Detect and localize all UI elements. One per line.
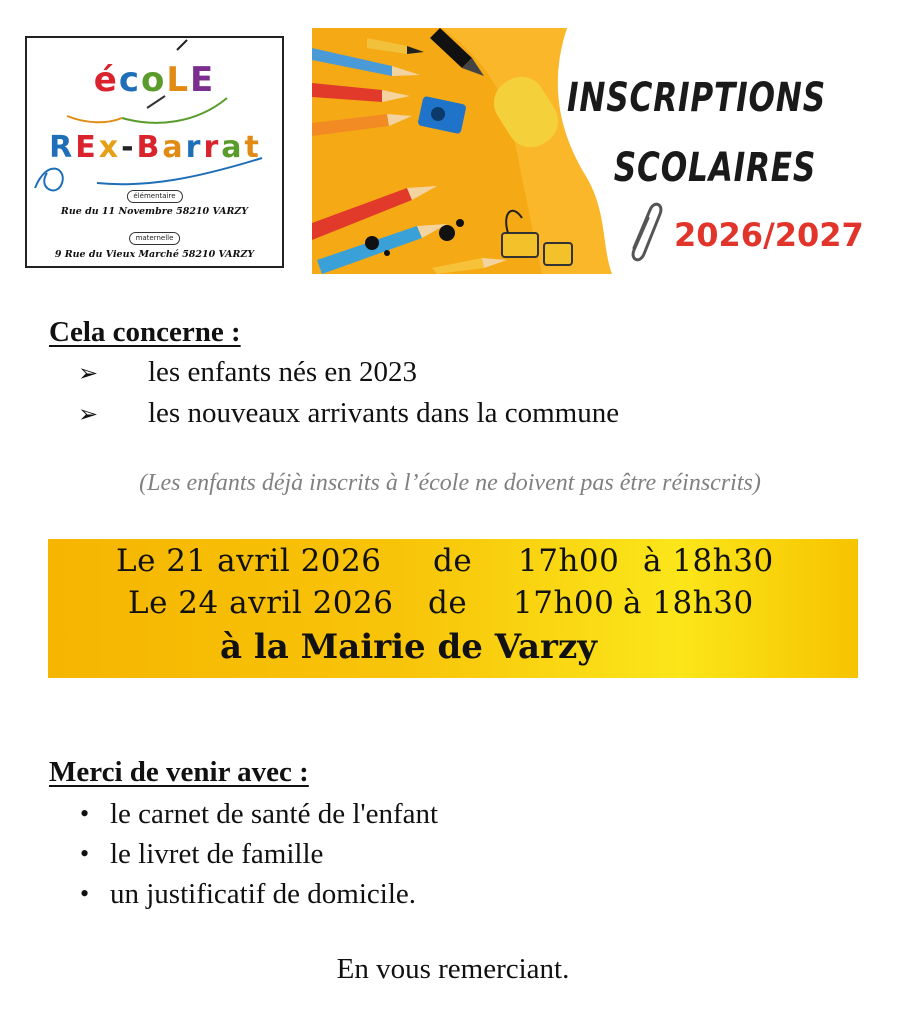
concerne-heading: Cela concerne : [49, 316, 241, 348]
banner-title [567, 63, 826, 203]
list-item-text: le livret de famille [110, 837, 324, 870]
list-item [78, 352, 619, 393]
banner-title-line2: SCOLAIRES [613, 145, 817, 191]
arrow-bullet-icon: ➢ [78, 358, 99, 387]
logo-name-letter: a [162, 130, 184, 165]
logo-elementaire-address: Rue du 11 Novembre 58210 VARZY [60, 206, 249, 217]
session-date: Le 24 avril 2026 [128, 585, 394, 621]
logo-name-letter: r [203, 130, 220, 165]
documents-list [80, 794, 438, 914]
logo-ecole-word [27, 60, 282, 100]
session-date: Le 21 avril 2026 [116, 543, 382, 579]
arrow-bullet-icon: ➢ [78, 399, 99, 428]
ink-dot-icon [439, 225, 455, 241]
list-item [80, 874, 438, 914]
logo-ecole-letter: é [93, 60, 119, 100]
session-from: de [433, 543, 473, 579]
logo-maternelle-label: maternelle [129, 232, 181, 245]
session-end: à 18h30 [643, 543, 774, 579]
sessions-box [48, 539, 858, 678]
logo-name-letter: B [136, 130, 161, 165]
session-start: 17h00 [518, 543, 620, 579]
bullet-icon: • [80, 879, 90, 908]
logo-school-name [27, 130, 282, 165]
binder-clip-icon [544, 243, 572, 265]
logo-ecole-letter: c [118, 60, 141, 100]
list-item [80, 834, 438, 874]
session-from: de [428, 585, 468, 621]
list-item [78, 393, 619, 434]
session-end: à 18h30 [623, 585, 754, 621]
session-place: à la Mairie de Varzy [220, 627, 598, 667]
list-item-text: les nouveaux arrivants dans la commune [148, 397, 620, 429]
paperclip-icon [633, 204, 661, 260]
logo-name-letter: R [49, 130, 74, 165]
closing-text: En vous remerciant. [336, 953, 570, 985]
banner-title-line1: INSCRIPTIONS [567, 75, 826, 121]
ink-dot-icon [365, 236, 379, 250]
ink-dot-icon [384, 250, 390, 256]
list-item-text: le carnet de santé de l'enfant [110, 797, 439, 830]
bullet-icon: • [80, 799, 90, 828]
school-logo [25, 36, 284, 268]
banner-year: 2026/2027 [674, 216, 864, 254]
logo-name-letter: t [244, 130, 260, 165]
logo-ecole-letter: o [140, 60, 167, 100]
documents-heading: Merci de venir avec : [49, 756, 309, 788]
logo-ecole-letter: E [190, 60, 216, 100]
list-item-text: un justificatif de domicile. [110, 877, 417, 910]
logo-name-letter: x [98, 130, 120, 165]
logo-name-letter: - [121, 130, 135, 165]
logo-name-letter: a [221, 130, 243, 165]
bullet-icon: • [80, 839, 90, 868]
logo-elementaire-label: élémentaire [126, 190, 182, 203]
logo-name-letter: r [185, 130, 202, 165]
ink-dot-icon [456, 219, 464, 227]
list-item-text: les enfants nés en 2023 [148, 356, 417, 388]
list-item [80, 794, 438, 834]
logo-maternelle-address: 9 Rue du Vieux Marché 58210 VARZY [54, 249, 255, 260]
concerne-list [78, 352, 619, 434]
session-start: 17h00 [513, 585, 615, 621]
logo-name-letter: E [75, 130, 97, 165]
logo-ecole-letter: L [166, 60, 190, 100]
inscriptions-banner [312, 28, 890, 274]
reinscription-note: (Les enfants déjà inscrits à l’école ne doivent pas être réinscrits) [139, 470, 761, 496]
